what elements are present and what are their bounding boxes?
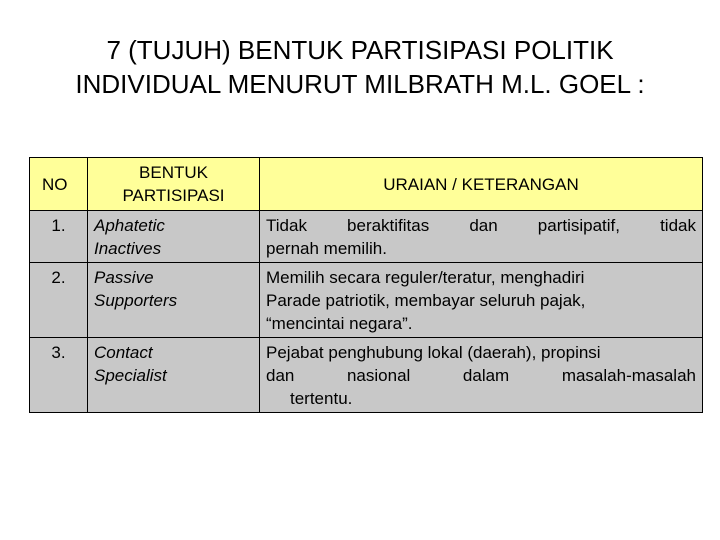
row-form-line: Specialist <box>94 366 167 385</box>
slide-title <box>20 33 700 101</box>
header-description: URAIAN / KETERANGAN <box>260 158 703 211</box>
row-form <box>88 263 260 338</box>
table-header-row <box>30 158 703 211</box>
participation-table <box>29 157 703 413</box>
row-description-line: Pejabat penghubung lokal (daerah), propinsi <box>266 343 601 362</box>
header-no: NO <box>30 158 88 211</box>
title-line-1: 7 (TUJUH) BENTUK PARTISIPASI POLITIK <box>106 35 614 65</box>
table-row <box>30 211 703 263</box>
row-form <box>88 211 260 263</box>
row-description <box>260 263 703 338</box>
row-form-line: Passive <box>94 268 154 287</box>
row-number: 3. <box>30 338 88 413</box>
row-form-line: Supporters <box>94 291 178 310</box>
header-form-line-2: PARTISIPASI <box>122 186 225 205</box>
row-description-line: dan nasional dalam masalah-masalah <box>266 366 696 385</box>
title-line-2: INDIVIDUAL MENURUT MILBRATH M.L. GOEL : <box>75 69 645 99</box>
row-description-line: Memilih secara reguler/teratur, menghadiri <box>266 268 585 287</box>
row-number: 1. <box>30 211 88 263</box>
row-form-line: Aphatetic <box>94 216 165 235</box>
table-row <box>30 263 703 338</box>
row-description-line: “mencintai negara”. <box>266 314 413 333</box>
table-row <box>30 338 703 413</box>
row-description-line: pernah memilih. <box>266 239 387 258</box>
row-form-line: Inactives <box>94 239 162 258</box>
row-description-line: Parade patriotik, membayar seluruh pajak, <box>266 291 586 310</box>
header-form-line-1: BENTUK <box>139 163 208 182</box>
row-number: 2. <box>30 263 88 338</box>
header-form <box>88 158 260 211</box>
row-description-line: Tidak beraktifitas dan partisipatif, tidak <box>266 216 696 235</box>
row-form <box>88 338 260 413</box>
row-description <box>260 338 703 413</box>
row-description-line: tertentu. <box>290 389 353 408</box>
row-description <box>260 211 703 263</box>
row-form-line: Contact <box>94 343 153 362</box>
